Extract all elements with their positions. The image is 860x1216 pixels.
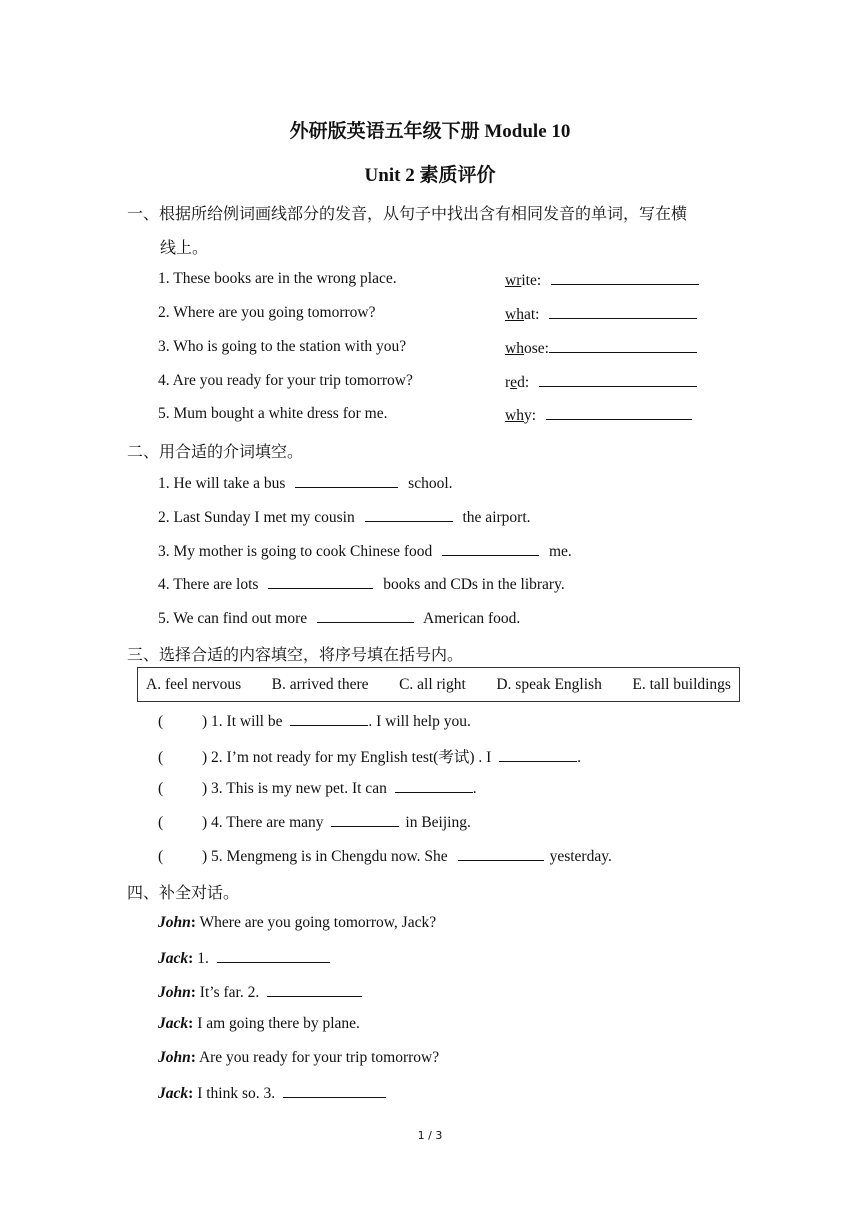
section1-sentence: 1. These books are in the wrong place. xyxy=(158,270,397,287)
section1-answer xyxy=(505,270,699,290)
options-box xyxy=(137,667,740,702)
speaker-name: John xyxy=(158,1049,191,1066)
section1-sentence: 3. Who is going to the station with you? xyxy=(158,338,407,355)
answer-blank[interactable] xyxy=(283,1083,386,1098)
section1-sentence: 4. Are you ready for your trip tomorrow? xyxy=(158,372,413,389)
answer-blank[interactable] xyxy=(395,778,473,793)
underlined-example: wh xyxy=(505,340,524,357)
dialogue-line: Jack: I am going there by plane. xyxy=(158,1015,360,1032)
answer-blank[interactable] xyxy=(317,608,414,623)
example-prefix: r xyxy=(505,374,511,391)
section2-item xyxy=(158,608,520,628)
page-title: 外研版英语五年级下册 Module 10 xyxy=(289,121,571,142)
item-text: ) 5. Mengmeng is in Chengdu now. She xyxy=(202,848,448,865)
speaker-name: John xyxy=(158,914,191,931)
section1-answer xyxy=(505,405,692,425)
dialogue-text: Are you ready for your trip tomorrow? xyxy=(195,1049,440,1066)
section2-item xyxy=(158,473,453,493)
answer-paren[interactable]: ( xyxy=(158,780,164,797)
answer-blank[interactable] xyxy=(442,541,539,556)
section3-item xyxy=(158,812,471,832)
section3-item xyxy=(158,711,471,731)
example-rest: d: xyxy=(517,374,530,391)
answer-blank[interactable] xyxy=(549,338,697,353)
underlined-example: e xyxy=(510,374,518,391)
dialogue-line: Jack: I think so. 3. xyxy=(158,1083,386,1103)
section3-item xyxy=(158,778,477,798)
item-text: ) 1. It will be xyxy=(202,713,283,730)
item-text: 3. My mother is going to cook Chinese food xyxy=(158,543,433,560)
answer-blank[interactable] xyxy=(295,473,398,488)
answer-blank[interactable] xyxy=(499,747,577,762)
item-text: 1. He will take a bus xyxy=(158,475,286,492)
section2-heading: 二、用合适的介词填空。 xyxy=(127,444,304,461)
option-a: A. feel nervous xyxy=(146,675,242,693)
answer-blank[interactable] xyxy=(551,270,699,285)
answer-blank[interactable] xyxy=(217,948,330,963)
section2-item xyxy=(158,541,572,561)
underlined-example: wh xyxy=(505,306,524,323)
section3-heading: 三、选择合适的内容填空，将序号填在括号内。 xyxy=(127,647,464,664)
underlined-example: wr xyxy=(505,272,522,289)
example-rest: y: xyxy=(523,407,537,424)
item-text: 5. We can find out more xyxy=(158,610,308,627)
option-e: E. tall buildings xyxy=(632,675,731,693)
dialogue-text: It’s far. 2. xyxy=(195,984,260,1001)
item-text: the airport. xyxy=(462,509,531,526)
section1-answer xyxy=(505,372,697,392)
section1-answer xyxy=(505,304,697,324)
dialogue-line: John: Are you ready for your trip tomorrow? xyxy=(158,1049,440,1066)
answer-paren[interactable]: ( xyxy=(158,814,164,831)
answer-blank[interactable] xyxy=(458,846,544,861)
speaker-name: Jack xyxy=(158,1015,189,1032)
option-c: C. all right xyxy=(399,675,466,693)
item-text: American food. xyxy=(423,610,521,627)
answer-paren[interactable]: ( xyxy=(158,749,164,766)
section1-answer xyxy=(505,338,697,358)
item-text: in Beijing. xyxy=(405,814,471,831)
page-subtitle: Unit 2 素质评价 xyxy=(364,165,496,186)
item-text: 4. There are lots xyxy=(158,576,259,593)
answer-blank[interactable] xyxy=(539,372,697,387)
section4-heading: 四、补全对话。 xyxy=(127,885,240,902)
item-text: school. xyxy=(408,475,453,492)
item-text: ) 3. This is my new pet. It can xyxy=(202,780,387,797)
section1-heading: 一、根据所给例词画线部分的发音，从句子中找出含有相同发音的单词，写在横 xyxy=(127,206,688,223)
speaker-name: Jack xyxy=(158,1085,189,1102)
item-text: ) 2. I’m not ready for my English test(考试) . I xyxy=(202,749,492,766)
section1-sentence: 5. Mum bought a white dress for me. xyxy=(158,405,388,422)
answer-blank[interactable] xyxy=(546,405,692,420)
dialogue-text: 1. xyxy=(193,950,209,967)
item-text: . I will help you. xyxy=(368,713,471,730)
item-text: 2. Last Sunday I met my cousin xyxy=(158,509,355,526)
speaker-name: John xyxy=(158,984,191,1001)
item-text: books and CDs in the library. xyxy=(383,576,565,593)
item-text: me. xyxy=(549,543,572,560)
item-text: . xyxy=(472,780,477,797)
answer-blank[interactable] xyxy=(331,812,399,827)
section2-item xyxy=(158,574,565,594)
dialogue-text: Where are you going tomorrow, Jack? xyxy=(195,914,437,931)
section3-item xyxy=(158,745,581,767)
answer-blank[interactable] xyxy=(267,982,362,997)
example-rest: ite: xyxy=(521,272,542,289)
example-rest: ose: xyxy=(523,340,549,357)
underlined-example: wh xyxy=(505,407,524,424)
option-d: D. speak English xyxy=(496,675,602,693)
dialogue-text: I am going there by plane. xyxy=(193,1015,360,1032)
speaker-name: Jack xyxy=(158,950,189,967)
dialogue-line: John: Where are you going tomorrow, Jack? xyxy=(158,914,437,931)
answer-blank[interactable] xyxy=(268,574,373,589)
answer-paren[interactable]: ( xyxy=(158,713,164,730)
dialogue-line: Jack: 1. xyxy=(158,948,330,968)
dialogue-text: I think so. 3. xyxy=(193,1085,276,1102)
answer-blank[interactable] xyxy=(290,711,368,726)
item-text: yesterday. xyxy=(549,848,612,865)
dialogue-line: John: It’s far. 2. xyxy=(158,982,362,1002)
answer-paren[interactable]: ( xyxy=(158,848,164,865)
section1-sentence: 2. Where are you going tomorrow? xyxy=(158,304,376,321)
option-b: B. arrived there xyxy=(271,675,369,693)
answer-blank[interactable] xyxy=(365,507,453,522)
item-text: . xyxy=(577,749,582,766)
item-text: ) 4. There are many xyxy=(202,814,324,831)
example-rest: at: xyxy=(523,306,540,323)
section1-heading-cont: 线上。 xyxy=(160,240,209,257)
page-number: 1 / 3 xyxy=(417,1129,443,1142)
answer-blank[interactable] xyxy=(549,304,697,319)
section3-item xyxy=(158,846,612,866)
section2-item xyxy=(158,507,531,527)
